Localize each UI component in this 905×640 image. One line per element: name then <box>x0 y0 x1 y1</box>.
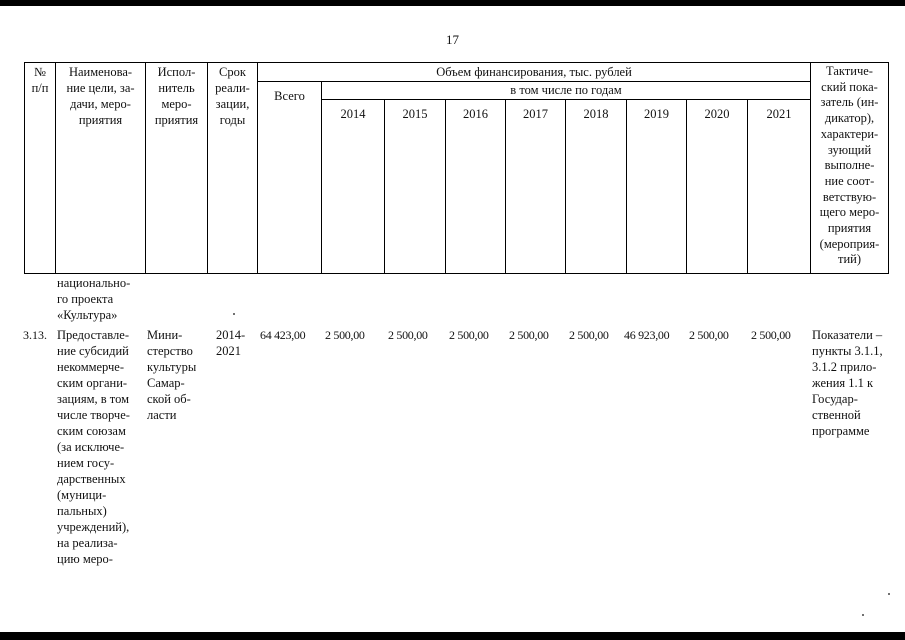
header-top-rule <box>24 62 889 63</box>
rule-10 <box>626 99 627 274</box>
row-number: 3.13. <box>23 328 47 342</box>
row-value: 2 500,00 <box>325 328 365 342</box>
row-value: 2 500,00 <box>388 328 428 342</box>
row-value: 46 923,00 <box>624 328 670 342</box>
header-year: 2017 <box>523 107 548 121</box>
row-name: Предоставле- ние субсидий некоммерче- ским органи- зациям, в том числе творче- ским союзам (за исключе- нием госу- дарственных (муници- пальных) учреждений), на реализа- цию меро- <box>57 328 130 566</box>
header-indicator: Тактиче- ский пока- затель (ин- дикатор), характери- зующий выполне- ние соот- ветствую- щего меро- приятия (мероприя- тий) <box>819 64 880 267</box>
row-value: 2 500,00 <box>689 328 729 342</box>
header-year: 2019 <box>644 107 669 121</box>
scan-speck <box>233 313 235 315</box>
header-bottom-rule <box>24 273 889 274</box>
header-by-years: в том числе по годам <box>510 83 622 97</box>
rule-7 <box>445 99 446 274</box>
table-header <box>24 62 889 274</box>
row-executor: Мини- стерство культуры Самар- ской об- ласти <box>147 328 197 422</box>
row-value: 2 500,00 <box>569 328 609 342</box>
bottom-border <box>0 632 905 640</box>
rule-11 <box>686 99 687 274</box>
header-funding: Объем финансирования, тыс. рублей <box>436 65 632 79</box>
header-executor: Испол- нитель меро- приятия <box>154 65 199 127</box>
header-year: 2018 <box>583 107 609 121</box>
row-term: 2014- 2021 <box>216 328 246 358</box>
rule-12 <box>747 99 748 274</box>
page-number: 17 <box>446 32 459 47</box>
top-border <box>0 0 905 6</box>
row-value: 2 500,00 <box>751 328 791 342</box>
rule-9 <box>565 99 566 274</box>
rule-right <box>888 62 889 274</box>
row-value: 2 500,00 <box>509 328 549 342</box>
header-year: 2021 <box>766 107 792 121</box>
header-year: 2014 <box>340 107 366 121</box>
header-term: Срок реали- зации, годы <box>215 65 250 127</box>
row-value: 2 500,00 <box>449 328 489 342</box>
header-year: 2016 <box>463 107 488 121</box>
header-year: 2020 <box>704 107 730 121</box>
continuation-text: национально- го проекта «Культура» <box>57 276 131 322</box>
scan-speck <box>862 614 864 616</box>
rule-6 <box>384 99 385 274</box>
header-number: № п/п <box>31 65 49 95</box>
row-indicator: Показатели – пункты 3.1.1, 3.1.2 прило- жения 1.1 к Государ- ственной программе <box>812 328 883 438</box>
header-year: 2015 <box>402 107 428 121</box>
scan-speck <box>888 593 890 595</box>
rule-8 <box>505 99 506 274</box>
row-total: 64 423,00 <box>260 328 306 342</box>
header-total: Всего <box>274 89 305 103</box>
header-name: Наименова- ние цели, за- дачи, меро- приятия <box>66 65 135 127</box>
